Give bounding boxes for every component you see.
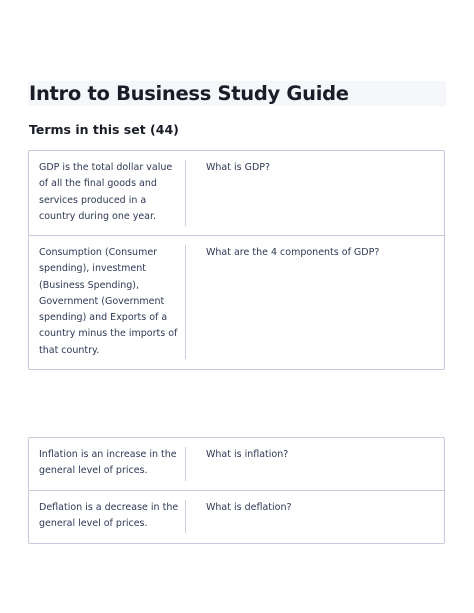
flashcard[interactable] [29, 438, 444, 491]
card-term: What are the 4 components of GDP? [206, 247, 380, 258]
page-title: Intro to Business Study Guide [29, 82, 349, 105]
card-divider [185, 160, 186, 226]
card-divider [185, 245, 186, 359]
card-divider [185, 447, 186, 481]
card-definition: Deflation is a decrease in the general level of prices. [39, 502, 179, 530]
flashcard[interactable] [29, 491, 444, 542]
card-term: What is GDP? [206, 162, 271, 173]
flashcard[interactable] [29, 151, 444, 236]
card-definition: Inflation is an increase in the general level of prices. [39, 449, 177, 477]
card-term: What is inflation? [206, 449, 289, 460]
card-definition: Consumption (Consumer spending), investment (Business Spending), Government (Government spending) and Exports of a country minus the imports of that country. [39, 247, 178, 356]
card-group [28, 150, 445, 370]
card-group [28, 437, 445, 544]
card-definition: GDP is the total dollar value of all the final goods and services produced in a country during one year. [39, 162, 173, 222]
card-divider [185, 500, 186, 533]
terms-heading: Terms in this set (44) [29, 122, 179, 137]
flashcard[interactable] [29, 236, 444, 368]
card-term: What is deflation? [206, 502, 292, 513]
